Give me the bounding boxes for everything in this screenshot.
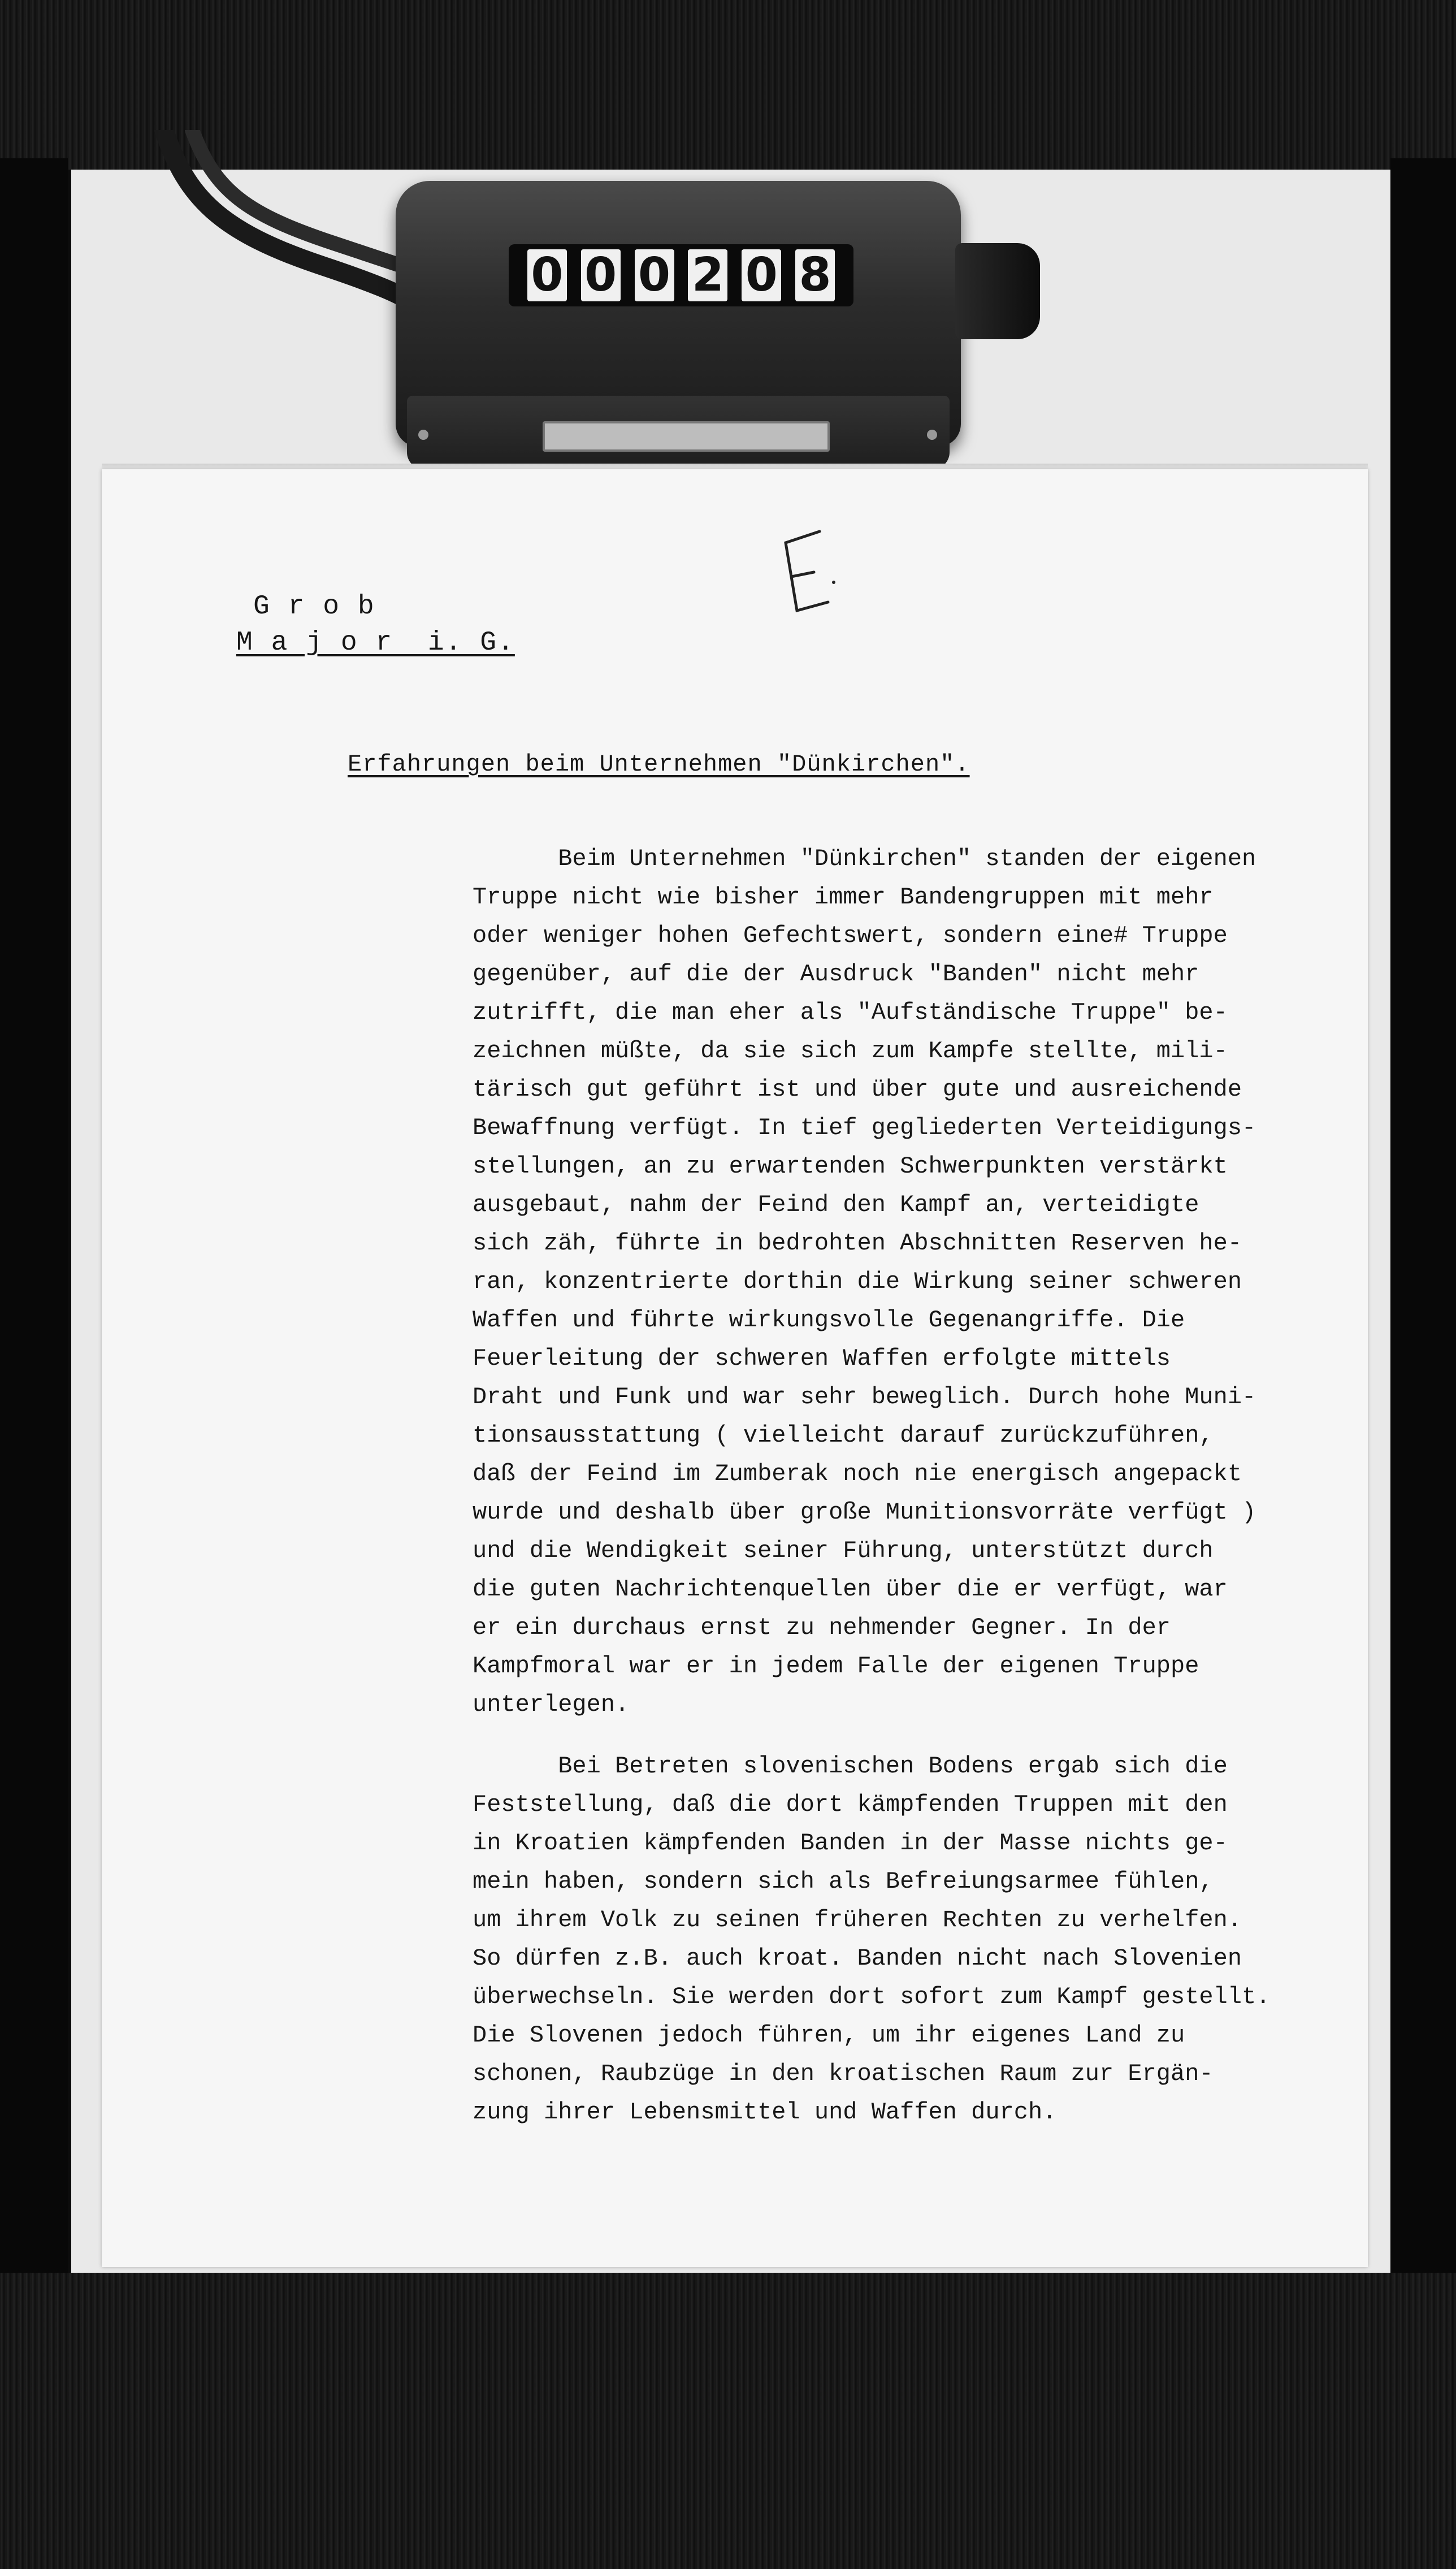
- text-line: ausgebaut, nahm der Feind den Kampf an, verteidigte: [473, 1191, 1199, 1218]
- text-line: stellungen, an zu erwartenden Schwerpunkten verstärkt: [473, 1153, 1228, 1180]
- author-name: G r o b: [253, 591, 375, 622]
- author-rank: M a j o r i. G.: [236, 628, 515, 658]
- text-line: mein haben, sondern sich als Befreiungsarmee fühlen,: [473, 1868, 1214, 1895]
- counter-digit: 0: [527, 249, 567, 301]
- screw-icon: [418, 430, 428, 440]
- counter-cable: [153, 130, 424, 345]
- text-line: oder weniger hohen Gefechtswert, sondern eine# Truppe: [473, 922, 1228, 949]
- text-line: Bewaffnung verfügt. In tief gegliederten Verteidigungs-: [473, 1114, 1256, 1141]
- text-line: tionsausstattung ( vielleicht darauf zurückzuführen,: [473, 1422, 1214, 1449]
- film-border-bottom: [0, 2273, 1456, 2569]
- text-line: Kampfmoral war er in jedem Falle der eigenen Truppe: [473, 1653, 1199, 1680]
- text-line: und die Wendigkeit seiner Führung, unterstützt durch: [473, 1537, 1214, 1564]
- film-border-right: [1390, 158, 1456, 2284]
- text-line: Beim Unternehmen "Dünkirchen" standen der eigenen: [473, 845, 1256, 872]
- text-line: Bei Betreten slovenischen Bodens ergab sich die: [473, 1753, 1228, 1780]
- text-line: ran, konzentrierte dorthin die Wirkung seiner schweren: [473, 1268, 1242, 1295]
- text-line: unterlegen.: [473, 1691, 630, 1718]
- handwritten-letter-mark: [774, 526, 837, 622]
- text-line: zutrifft, die man eher als "Aufständische Truppe" be-: [473, 999, 1228, 1026]
- text-line: So dürfen z.B. auch kroat. Banden nicht nach Slovenien: [473, 1945, 1242, 1972]
- counter-digit: 0: [581, 249, 621, 301]
- counter-digit: 0: [635, 249, 674, 301]
- text-line: Die Slovenen jedoch führen, um ihr eigenes Land zu: [473, 2022, 1185, 2049]
- document-title: Erfahrungen beim Unternehmen "Dünkirchen".: [348, 751, 970, 778]
- text-line: zeichnen müßte, da sie sich zum Kampfe stellte, mili-: [473, 1037, 1228, 1065]
- paragraph-1: [473, 840, 1366, 1724]
- text-line: die guten Nachrichtenquellen über die er verfügt, war: [473, 1576, 1228, 1603]
- text-line: Draht und Funk und war sehr beweglich. Durch hohe Muni-: [473, 1383, 1256, 1411]
- text-line: gegenüber, auf die der Ausdruck "Banden" nicht mehr: [473, 961, 1199, 988]
- text-line: daß der Feind im Zumberak noch nie energisch angepackt: [473, 1460, 1242, 1487]
- text-line: Truppe nicht wie bisher immer Bandengruppen mit mehr: [473, 884, 1214, 911]
- text-line: tärisch gut geführt ist und über gute und ausreichende: [473, 1076, 1242, 1103]
- text-line: in Kroatien kämpfenden Banden in der Masse nichts ge-: [473, 1830, 1228, 1857]
- text-line: schonen, Raubzüge in den kroatischen Raum zur Ergän-: [473, 2060, 1214, 2087]
- counter-plate: [543, 421, 830, 452]
- paragraph-2: [473, 1747, 1366, 2131]
- text-line: er ein durchaus ernst zu nehmender Gegner. In der: [473, 1614, 1171, 1641]
- text-line: Waffen und führte wirkungsvolle Gegenangriffe. Die: [473, 1307, 1185, 1334]
- film-border-left: [0, 158, 68, 2284]
- text-line: um ihrem Volk zu seinen früheren Rechten zu verhelfen.: [473, 1906, 1242, 1934]
- text-line: wurde und deshalb über große Munitionsvorräte verfügt ): [473, 1499, 1256, 1526]
- screw-icon: [927, 430, 937, 440]
- text-line: zung ihrer Lebensmittel und Waffen durch.: [473, 2099, 1057, 2126]
- text-line: Feuerleitung der schweren Waffen erfolgte mittels: [473, 1345, 1171, 1372]
- counter-display: [509, 244, 853, 306]
- counter-digit: 2: [688, 249, 727, 301]
- counter-reset-knob: [955, 243, 1040, 339]
- text-line: überwechseln. Sie werden dort sofort zum Kampf gestellt.: [473, 1983, 1271, 2010]
- text-line: Feststellung, daß die dort kämpfenden Truppen mit den: [473, 1791, 1228, 1818]
- counter-digit: 8: [795, 249, 835, 301]
- text-line: sich zäh, führte in bedrohten Abschnitten Reserven he-: [473, 1230, 1242, 1257]
- counter-digit: 0: [742, 249, 781, 301]
